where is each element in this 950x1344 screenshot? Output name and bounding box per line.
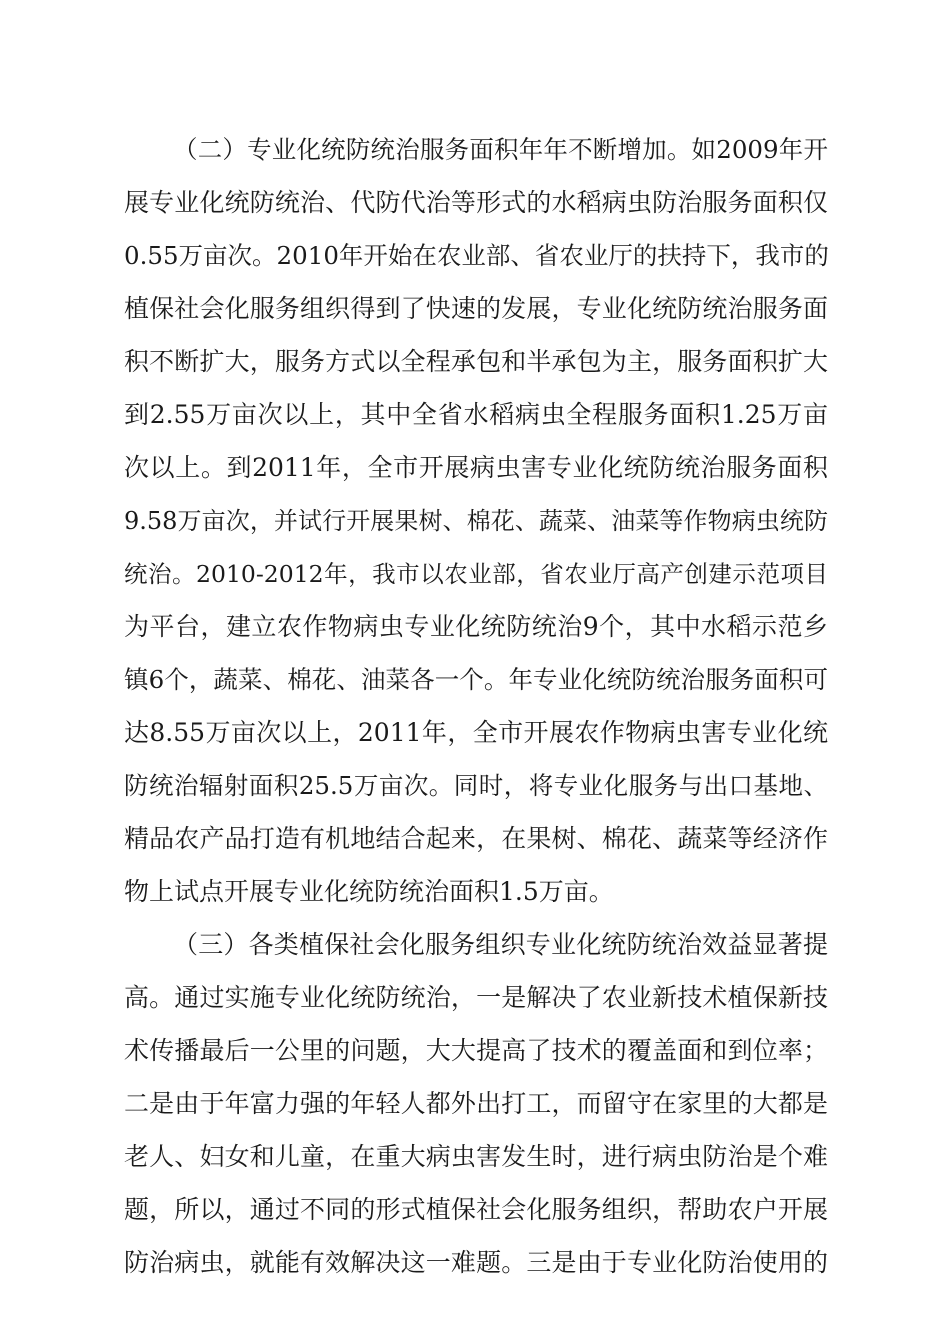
paragraph-2-line-5: 积不断扩大，服务方式以全程承包和半承包为主，服务面积扩大 (124, 347, 828, 376)
paragraph-2-line-13: 防统治辐射面积25.5万亩次。同时，将专业化服务与出口基地、 (124, 771, 828, 800)
paragraph-3-line-1: （三）各类植保社会化服务组织专业化统防统治效益显著提 (173, 930, 828, 959)
paragraph-2-line-8: 9.58万亩次，并试行开展果树、棉花、蔬菜、油菜等作物病虫统防 (124, 507, 828, 535)
paragraph-3-line-3: 术传播最后一公里的问题，大大提高了技术的覆盖面和到位率； (124, 1036, 828, 1065)
paragraph-2-line-6: 到2.55万亩次以上，其中全省水稻病虫全程服务面积1.25万亩 (124, 400, 828, 429)
paragraph-2-line-9: 统治。2010-2012年，我市以农业部，省农业厅高产创建示范项目 (124, 560, 828, 588)
paragraph-2-line-11: 镇6个，蔬菜、棉花、油菜各一个。年专业化统防统治服务面积可 (124, 665, 828, 694)
paragraph-3-line-6: 题，所以，通过不同的形式植保社会化服务组织，帮助农户开展 (124, 1195, 828, 1224)
paragraph-2-line-4: 植保社会化服务组织得到了快速的发展，专业化统防统治服务面 (124, 294, 828, 323)
paragraph-2-line-1: （二）专业化统防统治服务面积年年不断增加。如2009年开 (173, 135, 828, 164)
paragraph-2-line-15: 物上试点开展专业化统防统治面积1.5万亩。 (124, 877, 614, 906)
paragraph-2-line-14: 精品农产品打造有机地结合起来，在果树、棉花、蔬菜等经济作 (124, 824, 828, 853)
paragraph-2-line-3: 0.55万亩次。2010年开始在农业部、省农业厅的扶持下，我市的 (124, 241, 829, 270)
paragraph-2-line-10: 为平台，建立农作物病虫专业化统防统治9个，其中水稻示范乡 (124, 612, 828, 641)
paragraph-2-line-12: 达8.55万亩次以上，2011年，全市开展农作物病虫害专业化统 (124, 718, 828, 747)
paragraph-3-line-4: 二是由于年富力强的年轻人都外出打工，而留守在家里的大都是 (124, 1089, 828, 1118)
paragraph-2-line-2: 展专业化统防统治、代防代治等形式的水稻病虫防治服务面积仅 (124, 188, 828, 217)
paragraph-2-line-7: 次以上。到2011年，全市开展病虫害专业化统防统治服务面积 (124, 453, 828, 482)
paragraph-3-line-5: 老人、妇女和儿童，在重大病虫害发生时，进行病虫防治是个难 (124, 1142, 828, 1171)
paragraph-3-line-7: 防治病虫，就能有效解决这一难题。三是由于专业化防治使用的 (124, 1248, 828, 1277)
paragraph-3-line-2: 高。通过实施专业化统防统治，一是解决了农业新技术植保新技 (124, 983, 828, 1012)
